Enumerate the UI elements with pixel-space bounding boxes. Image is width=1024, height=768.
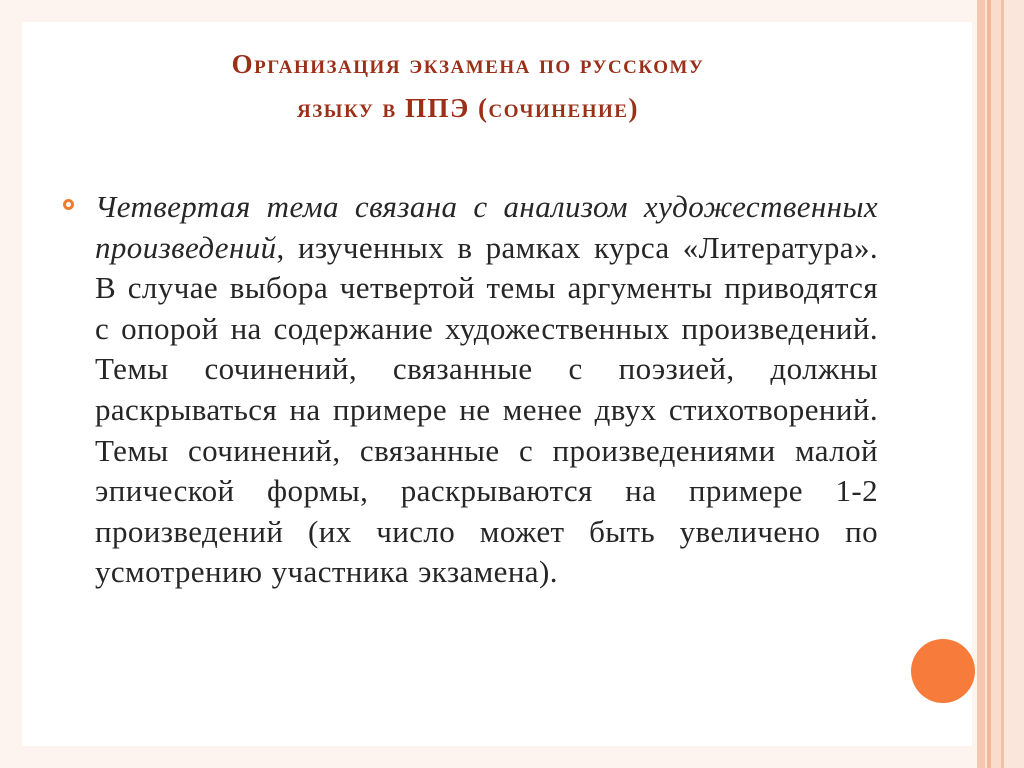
title-line-2: языку в ППЭ (сочинение) xyxy=(297,93,639,123)
ring-bullet-icon xyxy=(63,199,74,210)
slide-title xyxy=(92,42,844,130)
body-italic-text: Четвертая тема связана с анализом художественных произведений xyxy=(95,189,878,265)
title-line-1: Организация экзамена по русскому xyxy=(231,49,705,79)
orange-circle-decoration xyxy=(911,639,975,703)
body-paragraph xyxy=(95,187,878,593)
decorative-stripe xyxy=(1004,0,1024,768)
decorative-stripe xyxy=(991,0,1001,768)
body-regular-text: , изученных в рамках курса «Литература». В случае выбора четвертой темы аргументы приводятся с опорой на содержание художественных произведений. Темы сочинений, связанные с поэзией, должны раскрываться на примере не менее двух стихотворений. Темы сочинений, связанные с произведениями малой эпической формы, раскрываются на примере 1-2 произведений (их число может быть увеличено по усмотрению участника экзамена). xyxy=(95,229,878,590)
decorative-stripe xyxy=(977,0,985,768)
